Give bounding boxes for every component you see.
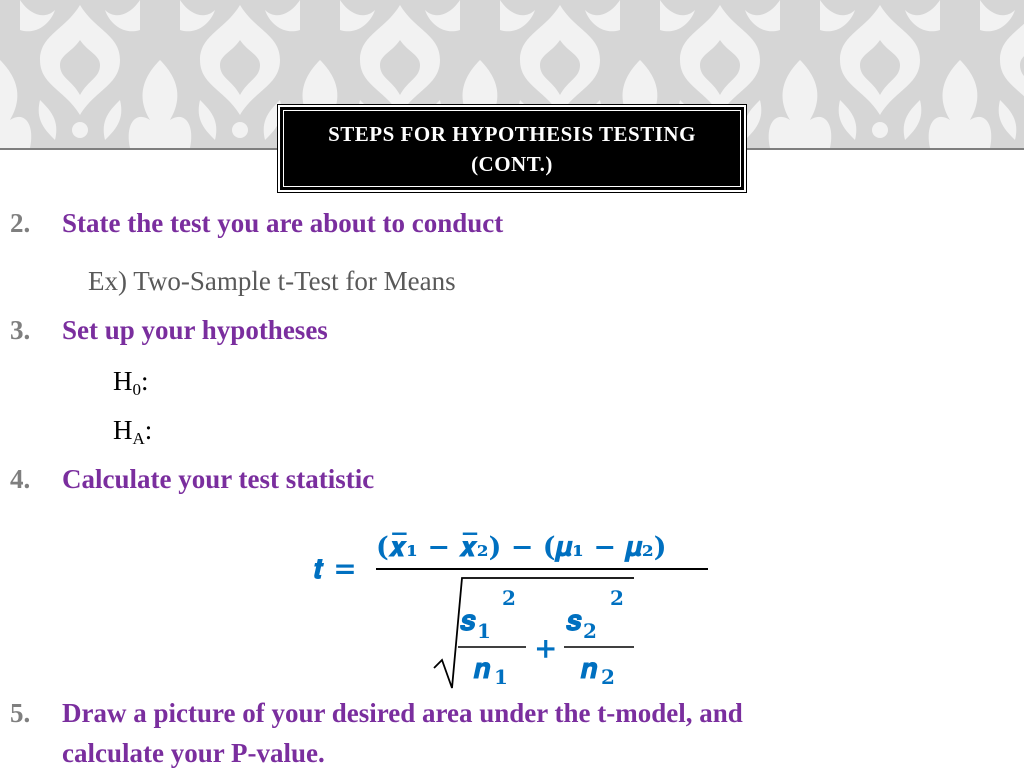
hyp-base: H [113, 415, 133, 445]
alt-hypothesis [113, 412, 152, 457]
title-box [278, 105, 746, 192]
n2-subscript: 𝟐 [601, 665, 615, 689]
step-5 [10, 693, 743, 733]
hyp-colon: : [144, 415, 153, 445]
n2-symbol: 𝒏 [580, 652, 598, 685]
formula-numerator: (𝒙̅₁ − 𝒙̅₂) − (𝝁₁ − 𝝁₂) [376, 532, 667, 563]
s2-symbol: 𝒔 [566, 604, 582, 637]
n1-subscript: 𝟏 [494, 665, 508, 689]
t-statistic-formula [310, 520, 730, 692]
step-number: 2. [10, 208, 31, 238]
step-number: 3. [10, 315, 31, 345]
n1-symbol: 𝒏 [473, 652, 491, 685]
s2-superscript: 2 [610, 586, 624, 610]
hyp-colon: : [141, 366, 149, 396]
hyp-subscript: 0 [132, 380, 141, 399]
step-number: 5. [10, 698, 31, 728]
title-line-2: (CONT.) [471, 151, 553, 176]
step-text: State the test you are about to conduct [62, 208, 504, 238]
hyp-subscript: A [132, 429, 145, 448]
step-text: Set up your hypotheses [62, 315, 328, 345]
null-hypothesis [113, 363, 149, 408]
step-text: Calculate your test statistic [62, 464, 375, 494]
s1-symbol: 𝒔 [460, 604, 476, 637]
step-text-line-1: Draw a picture of your desired area under the t-model, and [62, 698, 743, 728]
plus-sign: + [534, 632, 558, 665]
step-3 [10, 310, 328, 350]
hyp-base: H [113, 366, 133, 396]
s1-subscript: 𝟏 [477, 619, 491, 643]
page-title [292, 119, 732, 179]
s2-subscript: 𝟐 [583, 619, 597, 643]
s1-superscript: 2 [502, 586, 516, 610]
step-number: 4. [10, 464, 31, 494]
step-2 [10, 203, 503, 243]
step-5-continuation: calculate your P-value. [62, 738, 325, 768]
step-4 [10, 459, 374, 499]
formula-lhs: 𝒕 = [314, 552, 357, 585]
title-line-1: STEPS FOR HYPOTHESIS TESTING [328, 121, 696, 146]
example-text: Ex) Two-Sample t-Test for Means [88, 266, 456, 296]
